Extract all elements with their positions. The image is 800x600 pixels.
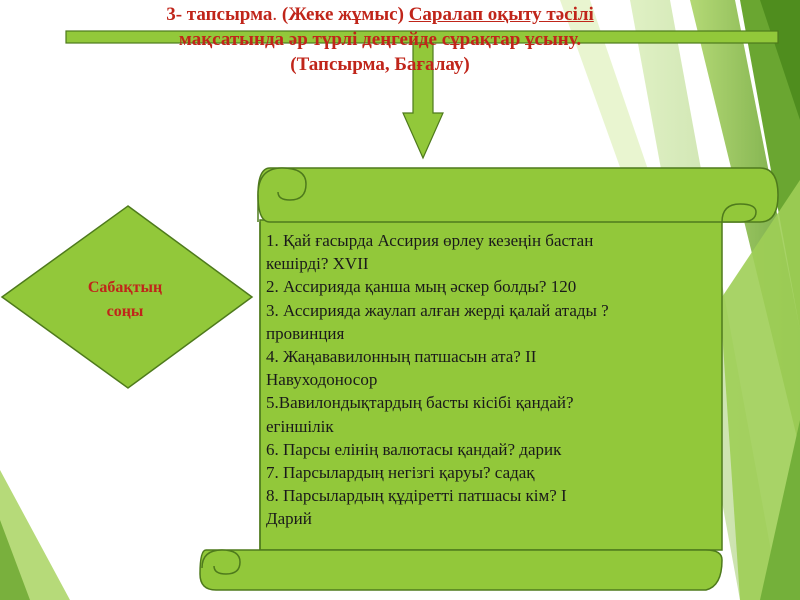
diamond-label-line-2: соңы	[106, 303, 144, 320]
question-line: 7. Парсылардың негізгі қаруы? садақ	[266, 463, 535, 483]
question-line: 2. Ассирияда қанша мың әскер болды? 120	[266, 277, 577, 297]
question-line: егіншілік	[266, 416, 334, 436]
question-line: 3. Ассирияда жаулап алған жерді қалай атады ?	[266, 300, 609, 320]
diamond-label	[70, 276, 180, 324]
slide-title	[60, 2, 700, 77]
title-dot: .	[272, 4, 282, 25]
question-line: 8. Парсылардың құдіретті патшасы кім? І	[266, 486, 567, 506]
question-line: Дарий	[266, 509, 312, 529]
title-line-1	[60, 2, 700, 27]
title-work-type: (Жеке жұмыс)	[281, 4, 409, 25]
question-line: 4. Жаңававилонның патшасын ата? II	[266, 347, 537, 367]
question-line: 6. Парсы елінің валютасы қандай? дарик	[266, 439, 562, 459]
question-line: 5.Вавилондықтардың басты кісібі қандай?	[266, 393, 574, 413]
question-line: Навуходоносор	[266, 370, 378, 390]
title-task-number: 3- тапсырма	[166, 4, 273, 25]
title-line-3: (Тапсырма, Бағалау)	[290, 54, 470, 75]
diamond-label-line-1: Сабақтың	[87, 279, 163, 296]
title-method: Саралап оқыту тәсілі	[408, 4, 594, 25]
title-line-2: мақсатында әр түрлі деңгейде сұрақтар ұсыну.	[178, 29, 582, 50]
question-line: кешірді? XVII	[266, 254, 369, 274]
question-line: провинция	[266, 323, 345, 343]
question-line: 1. Қай ғасырда Ассирия өрлеу кезеңін бастан	[266, 231, 594, 250]
question-list	[266, 229, 722, 531]
